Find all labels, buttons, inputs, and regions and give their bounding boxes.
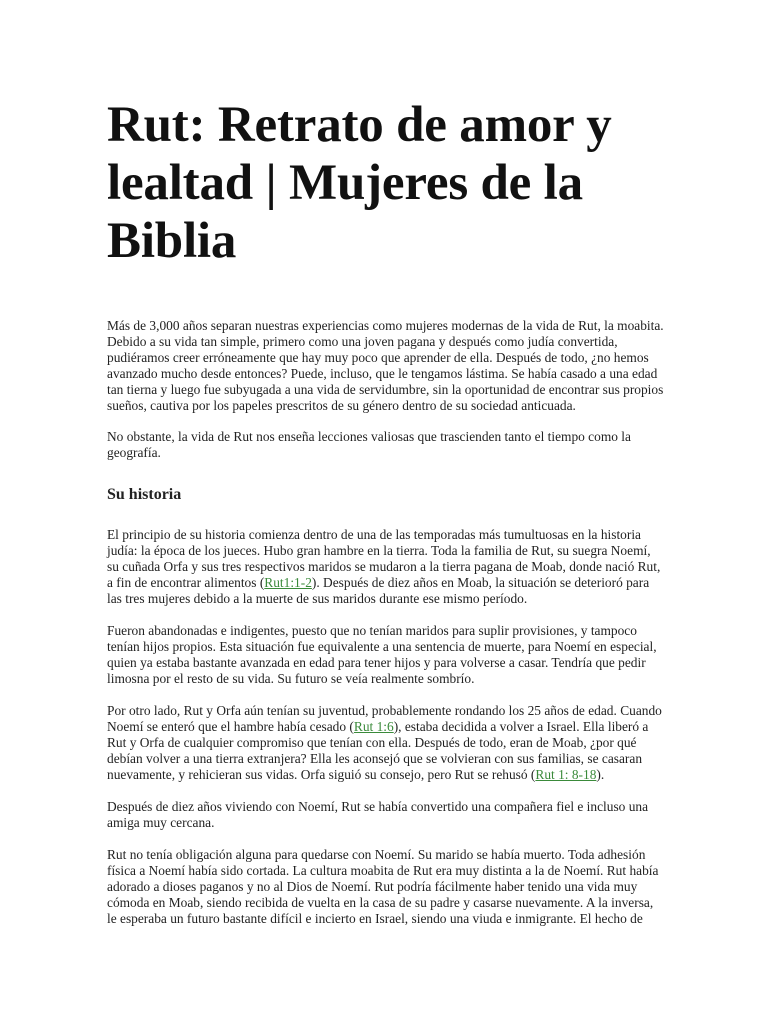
intro-paragraph-2: No obstante, la vida de Rut nos enseña lecciones valiosas que trascienden tanto el tiempo como la geografía. xyxy=(107,429,631,460)
story-paragraph-2: Fueron abandonadas e indigentes, puesto que no tenían maridos para suplir provisiones, y tampoco tenían hijos propios. Esta situación fue equivalente a una sentencia de muerte, para Noemí en especial, quien ya estaba bastante avanzada en edad para tener hijos y para volverse a casar. Tendría que pedir limosna por el resto de su vida. Su futuro se veía realmente sombrío. xyxy=(107,623,657,686)
story-paragraph-1 xyxy=(107,527,665,607)
story-paragraph-5: Rut no tenía obligación alguna para quedarse con Noemí. Su marido se había muerto. Toda adhesión física a Noemí había sido cortada. La cultura moabita de Rut era muy distinta a la de Noemí. Rut había adorado a dioses paganos y no al Dios de Noemí. Rut podría fácilmente haber tenido una vida muy cómoda en Moab, siendo recibida de vuelta en la casa de su padre y casarse nuevamente. A la inversa, le esperaba un futuro bastante difícil e incierto en Israel, siendo una viuda e inmigrante. El hecho de xyxy=(107,847,659,926)
story-paragraph-4: Después de diez años viviendo con Noemí, Rut se había convertido una compañera fiel e incluso una amiga muy cercana. xyxy=(107,799,649,830)
scripture-link-rut-1-6[interactable]: Rut 1:6 xyxy=(353,719,394,734)
story-paragraph-3-text-b: ), estaba decidida a volver a Israel. Ella liberó a Rut y Orfa de cualquier compromiso que tenían con ella. Después de todo, eran de Moab, ¿por qué debían volver a una tierra extranjera? Ella les aconsejó que se volvieran con sus familias, se casaran nuevamente, y rehicieran sus vidas. Orfa siguió su consejo, pero Rut se rehusó ( xyxy=(107,719,649,782)
section-heading: Su historia xyxy=(107,486,182,503)
story-paragraph-3-text-a: Por otro lado, Rut y Orfa aún tenían su juventud, probablemente rondando los 25 años de edad. Cuando Noemí se enteró que el hambre había cesado ( xyxy=(107,703,662,734)
intro-paragraph-1: Más de 3,000 años separan nuestras experiencias como mujeres modernas de la vida de Rut, la moabita. Debido a su vida tan simple, primero como una joven pagana y después como judía convertida, pudiéramos creer erróneamente que hay muy poco que aprender de ella. Después de todo, ¿no hemos avanzado mucho desde entonces? Puede, incluso, que le tengamos lástima. Se había casado a una edad tan tierna y luego fue subyugada a una vida de servidumbre, sin la oportunidad de encontrar sus propios sueños, cautiva por los papeles prescritos de su género dentro de su sociedad anticuada. xyxy=(107,318,664,413)
story-paragraph-3 xyxy=(107,703,665,783)
scripture-link-rut-1-1-2[interactable]: Rut1:1-2 xyxy=(264,575,312,590)
story-paragraph-1-text-b: ). Después de diez años en Moab, la situación se deterioró para las tres mujeres debido a la muerte de sus maridos durante ese mismo período. xyxy=(107,575,650,606)
story-paragraph-1-text-a: El principio de su historia comienza dentro de una de las temporadas más tumultuosas en la historia judía: la época de los jueces. Hubo gran hambre en la tierra. Toda la familia de Rut, su suegra Noemí, su cuñada Orfa y sus tres respectivos maridos se mudaron a la tierra pagana de Moab, donde nació Rut, a fin de encontrar alimentos ( xyxy=(107,527,661,590)
story-paragraph-3-text-c: ). xyxy=(596,767,605,782)
scripture-link-rut-1-8-18[interactable]: Rut 1: 8-18 xyxy=(535,767,597,782)
document-page xyxy=(107,96,665,927)
article-title: Rut: Retrato de amor y lealtad | Mujeres de la Biblia xyxy=(107,97,612,269)
